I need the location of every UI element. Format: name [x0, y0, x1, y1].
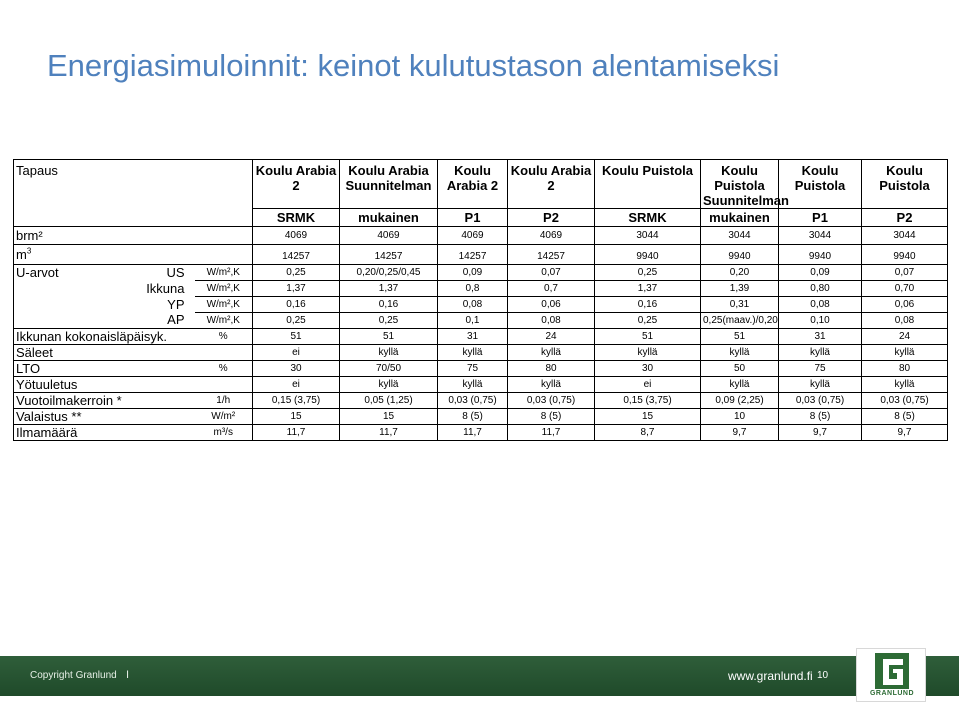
table-cell: 0,15 (3,75) [253, 393, 340, 409]
table-cell: 1,37 [253, 281, 340, 297]
table-cell: 0,25 [253, 313, 340, 329]
row-sublabel: US [113, 265, 195, 281]
row-sublabel: Ikkuna [146, 280, 185, 296]
row-unit: W/m²,K [195, 265, 253, 281]
table-cell: 0,08 [779, 297, 862, 313]
table-cell: 9,7 [779, 425, 862, 441]
table-cell: 0,09 (2,25) [701, 393, 779, 409]
table-cell: 14257 [438, 245, 508, 265]
row-sublabel: AP [113, 313, 195, 329]
footer-copyright: Copyright Granlund [30, 670, 117, 681]
table-cell: 0,08 [508, 313, 595, 329]
table-cell: 0,16 [595, 297, 701, 313]
table-cell: 30 [253, 361, 340, 377]
table-cell: 0,08 [438, 297, 508, 313]
table-cell: 0,15 (3,75) [595, 393, 701, 409]
table-cell: 4069 [508, 227, 595, 245]
header-blank [195, 160, 253, 209]
row-sublabel [113, 425, 195, 441]
table-cell: kyllä [340, 377, 438, 393]
page-title: Energiasimuloinnit: keinot kulutustason alentamiseksi [47, 48, 780, 83]
table-cell: 4069 [253, 227, 340, 245]
table-cell: 3044 [862, 227, 948, 245]
row-sublabel [113, 393, 195, 409]
table-cell: 1,37 [595, 281, 701, 297]
column-variant: SRMK [595, 209, 701, 227]
table-cell: 51 [253, 329, 340, 345]
table-cell: 0,05 (1,25) [340, 393, 438, 409]
table-cell: 51 [701, 329, 779, 345]
column-variant: P1 [779, 209, 862, 227]
table-cell: 30 [595, 361, 701, 377]
variant-blank [14, 209, 113, 227]
table-row [14, 313, 948, 329]
table-cell: kyllä [438, 377, 508, 393]
footer-url-link[interactable]: www.granlund.fi [728, 669, 813, 683]
table-cell: kyllä [595, 345, 701, 361]
row-unit: W/m²,K [195, 281, 253, 297]
column-name: Koulu Arabia 2 [438, 160, 508, 209]
table-cell: 9940 [862, 245, 948, 265]
table-cell: kyllä [438, 345, 508, 361]
column-variant: P2 [508, 209, 595, 227]
column-name: Koulu Puistola [779, 160, 862, 209]
table-cell: 51 [595, 329, 701, 345]
row-label: Vuotoilmakerroin * [14, 393, 113, 409]
table-cell: ei [595, 377, 701, 393]
table-cell: ei [253, 377, 340, 393]
header-blank [113, 160, 195, 209]
table-cell: 11,7 [508, 425, 595, 441]
row-unit [195, 227, 253, 245]
row-unit: W/m² [195, 409, 253, 425]
table-cell: kyllä [862, 345, 948, 361]
granlund-logo-icon [875, 653, 909, 689]
logo-text: GRANLUND [869, 690, 915, 697]
table-cell: 3044 [779, 227, 862, 245]
row-sublabel: YP [167, 296, 185, 312]
row-label: LTO [14, 361, 113, 377]
table-row [14, 227, 948, 245]
table-cell: 0,03 (0,75) [779, 393, 862, 409]
row-label: Ikkunan kokonaisläpäisyk. [14, 329, 113, 345]
table-cell: 11,7 [438, 425, 508, 441]
table-cell: 4069 [438, 227, 508, 245]
table-cell: 14257 [508, 245, 595, 265]
table-cell: kyllä [701, 345, 779, 361]
row-label [14, 281, 113, 297]
table-cell: 0,20 [701, 265, 779, 281]
table-header-row [14, 160, 948, 209]
table-cell: 0,08 [862, 313, 948, 329]
table-cell: 0,16 [253, 297, 340, 313]
table-row [14, 425, 948, 441]
table-cell: 0,07 [508, 265, 595, 281]
table-cell: kyllä [701, 377, 779, 393]
table-row [14, 297, 948, 313]
row-unit [195, 245, 253, 265]
table-cell: 9940 [701, 245, 779, 265]
table-cell: 8 (5) [862, 409, 948, 425]
table-cell: 31 [438, 329, 508, 345]
table-variant-row [14, 209, 948, 227]
column-name: Koulu Puistola Suunnitelman [701, 160, 779, 209]
column-name: Koulu Arabia Suunnitelman [340, 160, 438, 209]
table-cell: 0,09 [779, 265, 862, 281]
page-number: 10 [817, 670, 829, 681]
table-cell: 0,80 [779, 281, 862, 297]
table-cell: 0,25 [595, 265, 701, 281]
row-label: Ilmamäärä [14, 425, 113, 441]
table-cell: 24 [862, 329, 948, 345]
simulation-table [13, 159, 948, 441]
table-cell: 0,25(maav.)/0,20 [701, 313, 779, 329]
table-cell: 0,09 [438, 265, 508, 281]
header-label: Tapaus [14, 160, 113, 209]
table-cell: 0,25 [253, 265, 340, 281]
table-cell: 0,03 (0,75) [862, 393, 948, 409]
table-cell: 15 [253, 409, 340, 425]
column-name: Koulu Arabia 2 [253, 160, 340, 209]
footer-bar [0, 656, 959, 696]
table-cell: 11,7 [340, 425, 438, 441]
table-cell: 51 [340, 329, 438, 345]
row-label [14, 297, 113, 313]
table-row [14, 329, 948, 345]
table-cell: kyllä [340, 345, 438, 361]
row-unit: 1/h [195, 393, 253, 409]
column-name: Koulu Puistola [862, 160, 948, 209]
row-sublabel [113, 245, 195, 265]
table-row [14, 377, 948, 393]
table-cell: 14257 [340, 245, 438, 265]
table-cell: 15 [595, 409, 701, 425]
table-cell: 75 [779, 361, 862, 377]
table-cell: 0,20/0,25/0,45 [340, 265, 438, 281]
row-unit: m³/s [195, 425, 253, 441]
row-unit [195, 345, 253, 361]
table-row [14, 409, 948, 425]
table-row [14, 281, 948, 297]
table-cell: 0,03 (0,75) [438, 393, 508, 409]
row-unit: W/m²,K [195, 297, 253, 313]
table-cell: 8 (5) [508, 409, 595, 425]
row-sublabel [113, 345, 195, 361]
table-cell: 75 [438, 361, 508, 377]
table-cell: 10 [701, 409, 779, 425]
table-cell: 0,7 [508, 281, 595, 297]
footer-separator: I [126, 669, 130, 681]
table-cell: 14257 [253, 245, 340, 265]
table-cell: 0,16 [340, 297, 438, 313]
table-cell: 50 [701, 361, 779, 377]
column-name: Koulu Puistola [595, 160, 701, 209]
row-sublabel [113, 377, 195, 393]
column-variant: SRMK [253, 209, 340, 227]
row-label: Yötuuletus [14, 377, 113, 393]
variant-blank [113, 209, 195, 227]
table-cell: 0,06 [862, 297, 948, 313]
table-cell: kyllä [508, 377, 595, 393]
simulation-table-container [13, 159, 947, 441]
row-sublabel [113, 227, 195, 245]
column-name: Koulu Arabia 2 [508, 160, 595, 209]
table-row [14, 345, 948, 361]
table-row [14, 245, 948, 265]
row-label: Valaistus ** [14, 409, 113, 425]
table-row [14, 393, 948, 409]
row-label: U-arvot [14, 265, 113, 281]
table-cell: 0,31 [701, 297, 779, 313]
table-cell: 9940 [595, 245, 701, 265]
row-label: $m^3$ [14, 245, 113, 265]
table-cell: 70/50 [340, 361, 438, 377]
table-cell: 80 [862, 361, 948, 377]
column-variant: P1 [438, 209, 508, 227]
table-cell: 9,7 [701, 425, 779, 441]
row-unit: % [195, 329, 253, 345]
variant-blank [195, 209, 253, 227]
table-cell: 0,8 [438, 281, 508, 297]
column-variant: mukainen [340, 209, 438, 227]
table-cell: 8 (5) [438, 409, 508, 425]
row-unit [195, 377, 253, 393]
table-cell: 4069 [340, 227, 438, 245]
table-cell: kyllä [508, 345, 595, 361]
table-cell: kyllä [862, 377, 948, 393]
row-sublabel [113, 361, 195, 377]
table-cell: 3044 [595, 227, 701, 245]
table-row [14, 361, 948, 377]
table-cell: 0,03 (0,75) [508, 393, 595, 409]
table-cell: 80 [508, 361, 595, 377]
table-cell: 0,06 [508, 297, 595, 313]
table-cell: 8,7 [595, 425, 701, 441]
table-cell: 1,39 [701, 281, 779, 297]
table-cell: 0,07 [862, 265, 948, 281]
row-unit: W/m²,K [195, 313, 253, 329]
table-cell: 0,70 [862, 281, 948, 297]
table-cell: 0,25 [340, 313, 438, 329]
m3-superscript: 3 [26, 246, 32, 256]
table-cell: 31 [779, 329, 862, 345]
table-cell: 1,37 [340, 281, 438, 297]
table-cell: 0,1 [438, 313, 508, 329]
table-cell: 11,7 [253, 425, 340, 441]
row-unit: % [195, 361, 253, 377]
table-cell: 8 (5) [779, 409, 862, 425]
table-cell: 9,7 [862, 425, 948, 441]
table-cell: 0,25 [595, 313, 701, 329]
table-cell: 3044 [701, 227, 779, 245]
table-cell: ei [253, 345, 340, 361]
table-row [14, 265, 948, 281]
row-sublabel [113, 409, 195, 425]
row-label: brm² [14, 227, 113, 245]
column-variant: mukainen [701, 209, 779, 227]
table-body [14, 160, 948, 441]
table-cell: 9940 [779, 245, 862, 265]
table-cell: kyllä [779, 377, 862, 393]
column-variant: P2 [862, 209, 948, 227]
table-cell: 24 [508, 329, 595, 345]
table-cell: kyllä [779, 345, 862, 361]
row-label [14, 313, 113, 329]
row-label: Säleet [14, 345, 113, 361]
table-cell: 15 [340, 409, 438, 425]
table-cell: 0,10 [779, 313, 862, 329]
granlund-logo [856, 648, 926, 702]
